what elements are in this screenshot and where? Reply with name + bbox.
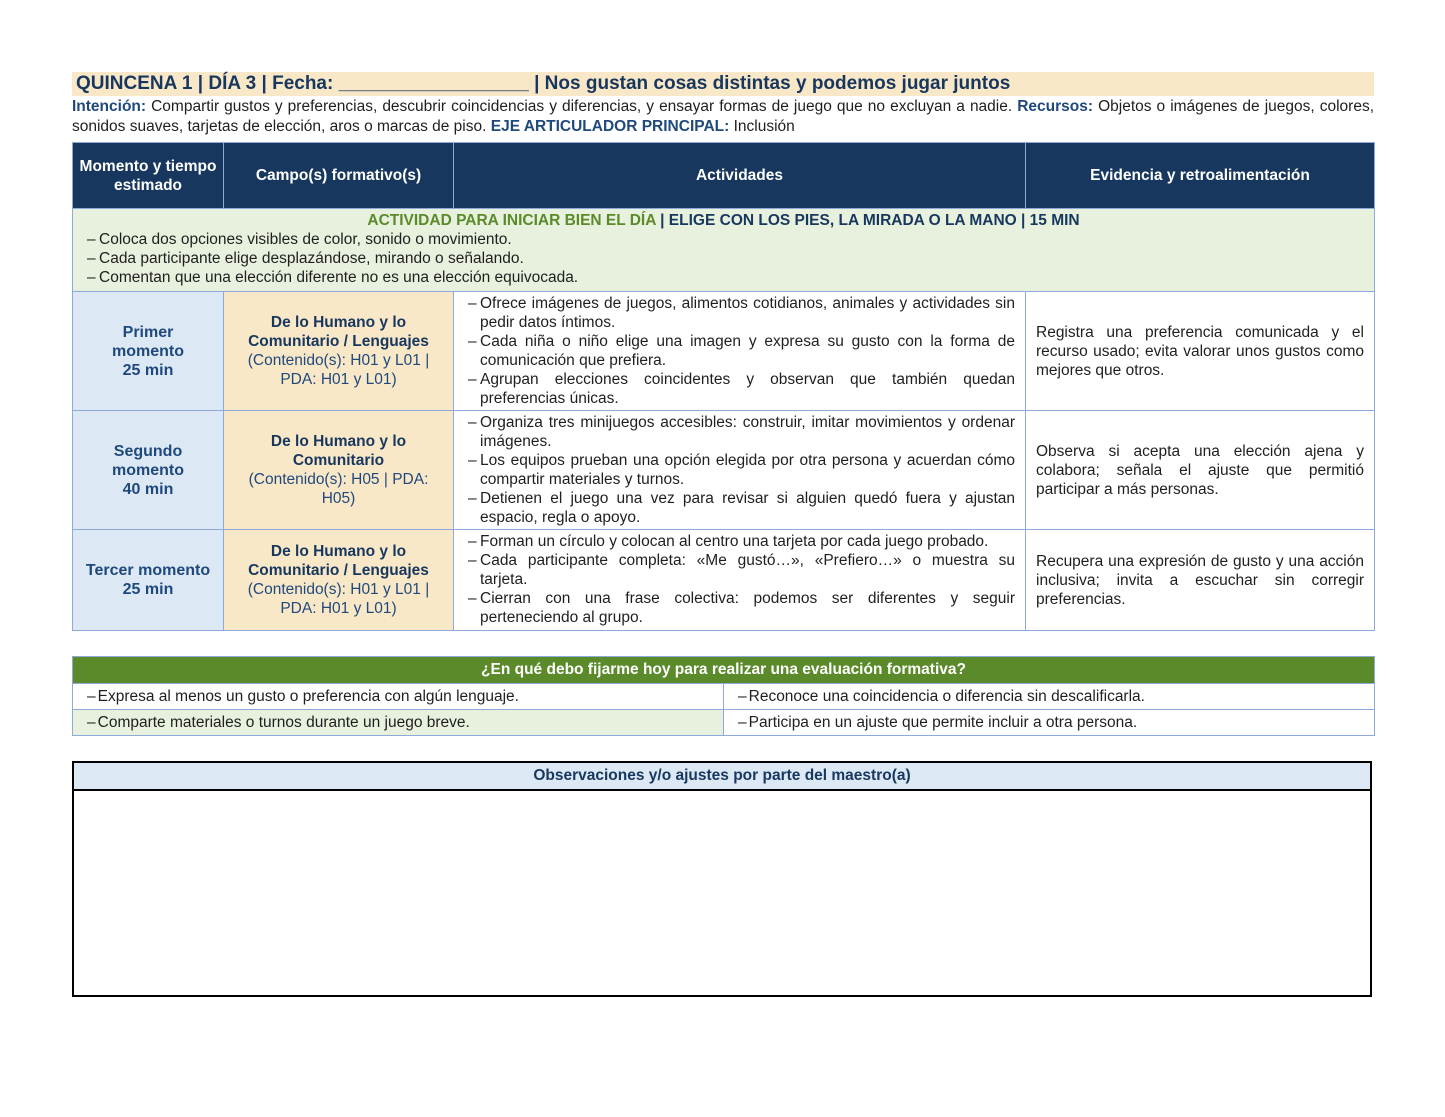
opening-activity-name: | ELIGE CON LOS PIES, LA MIRADA O LA MANO | 15 MIN	[655, 212, 1080, 229]
recursos-text: Objetos o imágenes de juegos, colores, sonidos suaves, tarjetas de elección, aros o marcas de piso.	[72, 98, 1375, 135]
formative-header-row	[73, 657, 1375, 684]
list-item: – Coloca dos opciones visibles de color, sonido o movimiento.	[87, 230, 1360, 249]
list-item: – Los equipos prueban una opción elegida por otra persona y acuerdan cómo compartir materiales y turnos.	[468, 451, 1015, 489]
activities-cell	[454, 530, 1026, 631]
moment-label: Tercer momento	[85, 562, 211, 579]
campo-name: De lo Humano y lo Comunitario / Lenguajes	[248, 543, 429, 579]
moment-cell	[73, 292, 224, 411]
observations-title: Observaciones y/o ajustes por parte del maestro(a)	[74, 763, 1370, 791]
moment-time: 40 min	[122, 480, 174, 498]
formative-evaluation-table	[72, 656, 1375, 736]
formative-item: – Participa en un ajuste que permite incluir a otra persona.	[724, 710, 1375, 736]
intro-paragraph	[72, 97, 1374, 137]
column-header-evidencia: Evidencia y retroalimentación	[1026, 143, 1375, 209]
moment-time: 25 min	[122, 361, 174, 379]
formative-item-text: Expresa al menos un gusto o preferencia con algún lenguaje.	[97, 687, 519, 705]
observations-area[interactable]	[74, 791, 1370, 991]
activities-list	[468, 532, 1015, 627]
activities-list	[468, 294, 1015, 408]
column-header-campo: Campo(s) formativo(s)	[224, 143, 454, 209]
campo-contenido: (Contenido(s): H01 y L01 | PDA: H01 y L01)	[247, 352, 430, 388]
table-header-row	[73, 143, 1375, 209]
activities-cell	[454, 292, 1026, 411]
campo-contenido: (Contenido(s): H01 y L01 | PDA: H01 y L01)	[247, 581, 430, 617]
list-item: – Cierran con una frase colectiva: podemos ser diferentes y seguir perteneciendo al grupo.	[468, 589, 1015, 627]
opening-activity-list	[87, 230, 1360, 287]
list-item: – Ofrece imágenes de juegos, alimentos cotidianos, animales y actividades sin pedir datos íntimos.	[468, 294, 1015, 332]
campo-name: De lo Humano y lo Comunitario / Lenguajes	[248, 314, 429, 350]
moment-cell	[73, 530, 224, 631]
table-row	[73, 530, 1375, 631]
formative-item-text: Reconoce una coincidencia o diferencia sin descalificarla.	[748, 687, 1145, 705]
campo-contenido: (Contenido(s): H05 | PDA: H05)	[248, 471, 429, 507]
column-header-actividades: Actividades	[454, 143, 1026, 209]
moment-label: Primer momento	[112, 323, 184, 360]
formative-item: – Comparte materiales o turnos durante un juego breve.	[73, 710, 724, 736]
moment-label: Segundo momento	[112, 442, 184, 479]
evidence-cell: Registra una preferencia comunicada y el recurso usado; evita valorar unos gustos como mejores que otros.	[1026, 292, 1375, 411]
formative-title: ¿En qué debo fijarme hoy para realizar una evaluación formativa?	[73, 657, 1375, 684]
page-title: QUINCENA 1 | DÍA 3 | Fecha: __________________ | Nos gustan cosas distintas y podemos jugar juntos	[72, 72, 1374, 96]
intencion-text: Compartir gustos y preferencias, descubrir coincidencias y diferencias, y ensayar formas de juego que no excluyan a nadie.	[151, 98, 1013, 115]
campo-cell	[224, 411, 454, 530]
activities-table	[72, 142, 1375, 631]
formative-item: – Expresa al menos un gusto o preferencia con algún lenguaje.	[73, 684, 724, 710]
list-item: – Cada participante elige desplazándose, mirando o señalando.	[87, 249, 1360, 268]
moment-time: 25 min	[122, 581, 174, 598]
table-row	[73, 710, 1375, 736]
list-item: – Cada participante completa: «Me gustó…», «Prefiero…» o muestra su tarjeta.	[468, 551, 1015, 589]
eje-text: Inclusión	[733, 118, 795, 135]
moment-cell	[73, 411, 224, 530]
opening-activity-label: ACTIVIDAD PARA INICIAR BIEN EL DÍA	[367, 212, 656, 229]
table-row	[73, 292, 1375, 411]
formative-item: – Reconoce una coincidencia o diferencia sin descalificarla.	[724, 684, 1375, 710]
list-item: – Agrupan elecciones coincidentes y observan que también quedan preferencias únicas.	[468, 370, 1015, 408]
formative-item-text: Comparte materiales o turnos durante un juego breve.	[97, 713, 470, 731]
eje-label: EJE ARTICULADOR PRINCIPAL:	[490, 118, 730, 135]
list-item: – Organiza tres minijuegos accesibles: construir, imitar movimientos y ordenar imágenes.	[468, 413, 1015, 451]
opening-activity-cell	[73, 209, 1375, 292]
planning-page	[72, 72, 1374, 997]
list-item: – Cada niña o niño elige una imagen y expresa su gusto con la forma de comunicación que prefiera.	[468, 332, 1015, 370]
recursos-label: Recursos:	[1017, 98, 1094, 115]
evidence-cell: Recupera una expresión de gusto y una acción inclusiva; invita a escuchar sin corregir preferencias.	[1026, 530, 1375, 631]
list-item: – Detienen el juego una vez para revisar si alguien quedó fuera y ajustan espacio, regla o apoyo.	[468, 489, 1015, 527]
opening-activity-row	[73, 209, 1375, 292]
campo-cell	[224, 530, 454, 631]
activities-cell	[454, 411, 1026, 530]
intencion-label: Intención:	[72, 98, 147, 115]
table-row	[73, 411, 1375, 530]
list-item: – Forman un círculo y colocan al centro una tarjeta por cada juego probado.	[468, 532, 1015, 551]
campo-cell	[224, 292, 454, 411]
opening-activity-title	[87, 211, 1360, 230]
observations-box	[72, 761, 1372, 997]
activities-list	[468, 413, 1015, 527]
evidence-cell: Observa si acepta una elección ajena y colabora; señala el ajuste que permitió participar a más personas.	[1026, 411, 1375, 530]
campo-name: De lo Humano y lo Comunitario	[270, 433, 407, 469]
column-header-moment: Momento y tiempo estimado	[73, 143, 224, 209]
formative-item-text: Participa en un ajuste que permite incluir a otra persona.	[748, 713, 1138, 731]
list-item: – Comentan que una elección diferente no es una elección equivocada.	[87, 268, 1360, 287]
table-row	[73, 684, 1375, 710]
